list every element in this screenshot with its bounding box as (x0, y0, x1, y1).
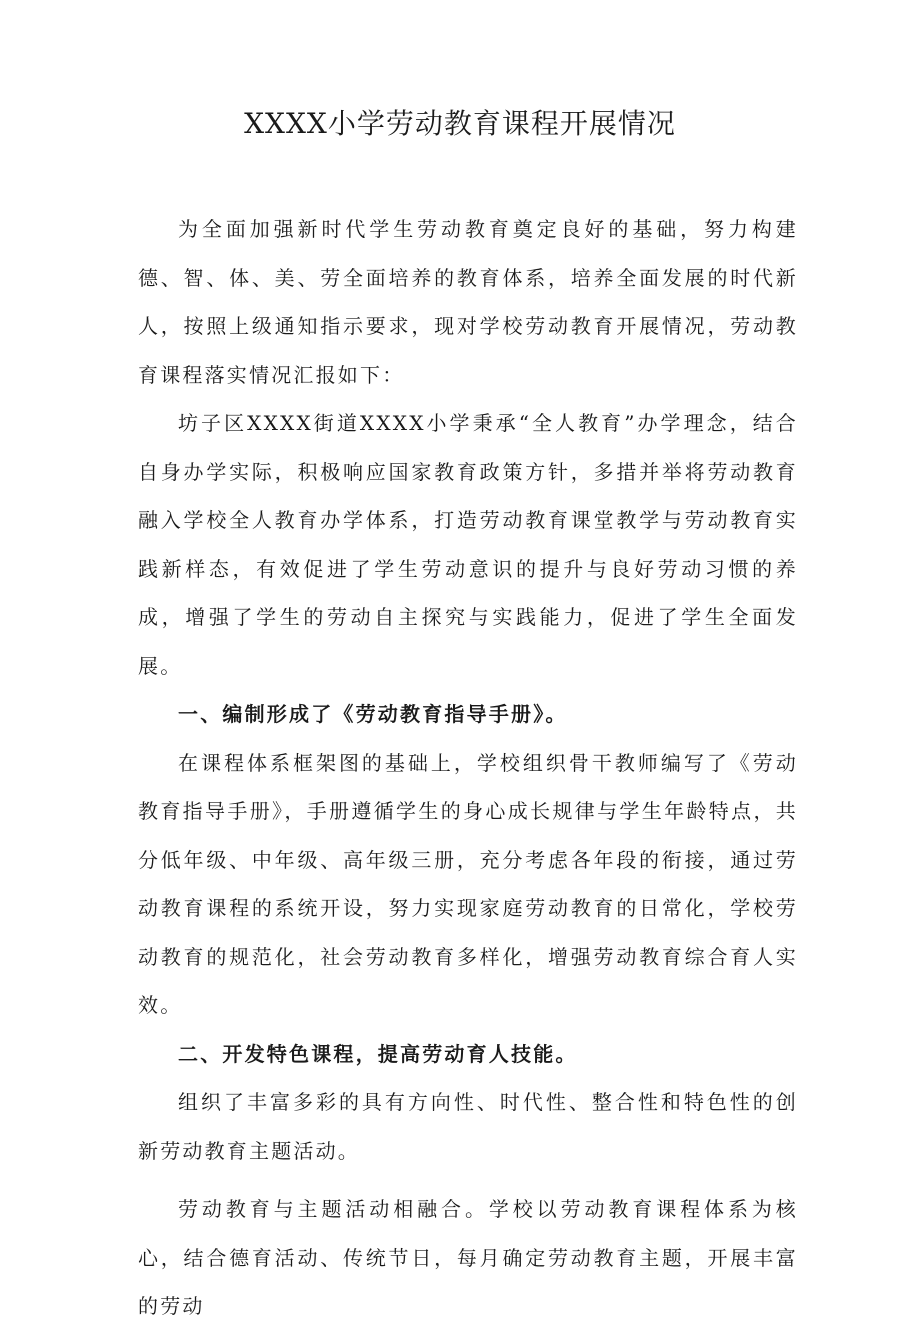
section-heading-1: 一、编制形成了《劳动教育指导手册》。 (178, 702, 568, 726)
intro-paragraph: 为全面加强新时代学生劳动教育奠定良好的基础，努力构建德、智、体、美、劳全面培养的教育体系，培养全面发展的时代新人，按照上级通知指示要求，现对学校劳动教育开展情况，劳动教育课程落实情况汇报如下： (138, 217, 798, 387)
overview-paragraph: 坊子区XXXX街道XXXX小学秉承“全人教育”办学理念，结合自身办学实际，积极响应国家教育政策方针，多措并举将劳动教育融入学校全人教育办学体系，打造劳动教育课堂教学与劳动教育实践新样态，有效促进了学生劳动意识的提升与良好劳动习惯的养成，增强了学生的劳动自主探究与实践能力，促进了学生全面发展。 (138, 411, 798, 678)
document-body (138, 205, 798, 1331)
section-1-paragraph: 在课程体系框架图的基础上，学校组织骨干教师编写了《劳动教育指导手册》，手册遵循学生的身心成长规律与学生年龄特点，共分低年级、中年级、高年级三册，充分考虑各年段的衔接，通过劳动教育课程的系统开设，努力实现家庭劳动教育的日常化，学校劳动教育的规范化，社会劳动教育多样化，增强劳动教育综合育人实效。 (138, 750, 798, 1017)
section-heading-2: 二、开发特色课程，提高劳动育人技能。 (178, 1041, 578, 1066)
section-2-subparagraph: 劳动教育与主题活动相融合。学校以劳动教育课程体系为核心，结合德育活动、传统节日，每月确定劳动教育主题，开展丰富的劳动 (138, 1197, 798, 1318)
document-title: XXXX小学劳动教育课程开展情况 (244, 107, 676, 140)
section-2-paragraph: 组织了丰富多彩的具有方向性、时代性、整合性和特色性的创新劳动教育主题活动。 (138, 1090, 798, 1163)
